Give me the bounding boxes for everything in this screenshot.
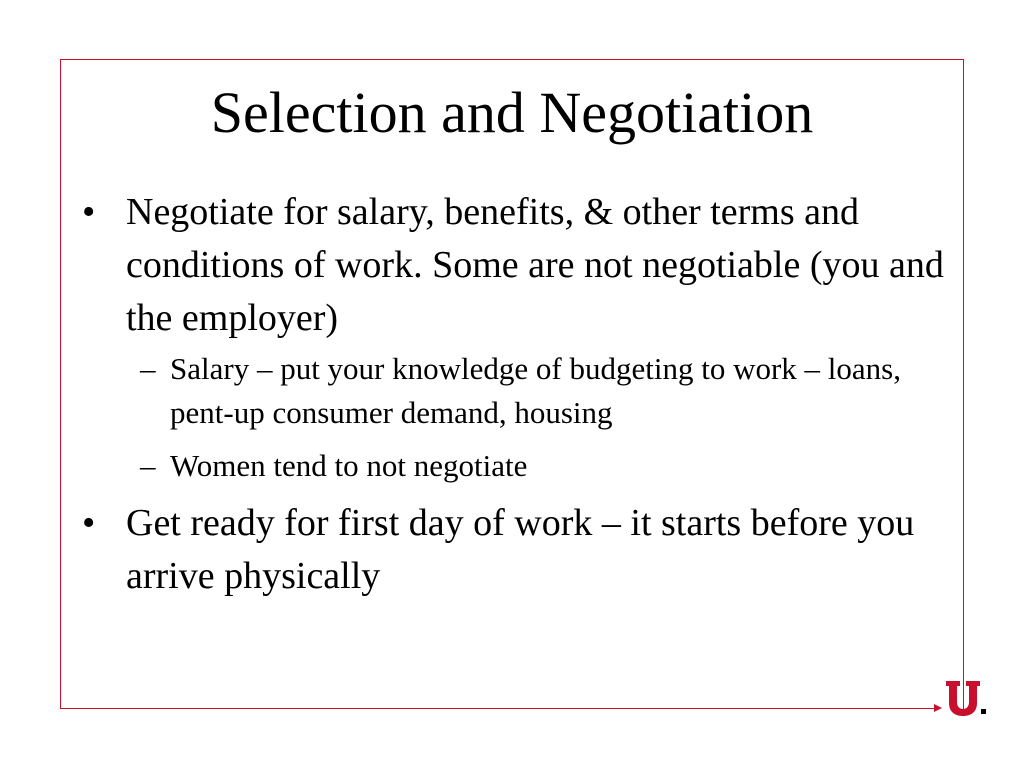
sub-bullet-text: Salary – put your knowledge of budgeting to work – loans, pent-up consumer demand, housing — [170, 351, 901, 430]
sub-bullet-item-salary — [126, 347, 950, 435]
bullet-list — [80, 186, 950, 603]
slide-title: Selection and Negotiation — [210, 80, 814, 145]
bullet-marker: • — [82, 502, 96, 544]
bullet-item-first-day — [80, 497, 950, 603]
sub-bullet-marker: – — [140, 351, 156, 386]
frame-arrow-icon — [934, 704, 942, 712]
sub-bullet-marker: – — [140, 448, 156, 483]
slide-frame-bottom-line — [60, 708, 940, 709]
bullet-item-negotiate — [80, 186, 950, 488]
sub-bullet-item-women — [126, 444, 950, 488]
university-u-logo-icon — [942, 678, 988, 718]
bullet-text: Get ready for first day of work – it starts before you arrive physically — [126, 502, 915, 597]
sub-bullet-text: Women tend to not negotiate — [170, 448, 528, 483]
bullet-marker: • — [82, 191, 96, 233]
sub-bullet-list — [126, 347, 950, 488]
bullet-text: Negotiate for salary, benefits, & other terms and conditions of work. Some are not negotiable (you and the employer) — [126, 191, 944, 339]
